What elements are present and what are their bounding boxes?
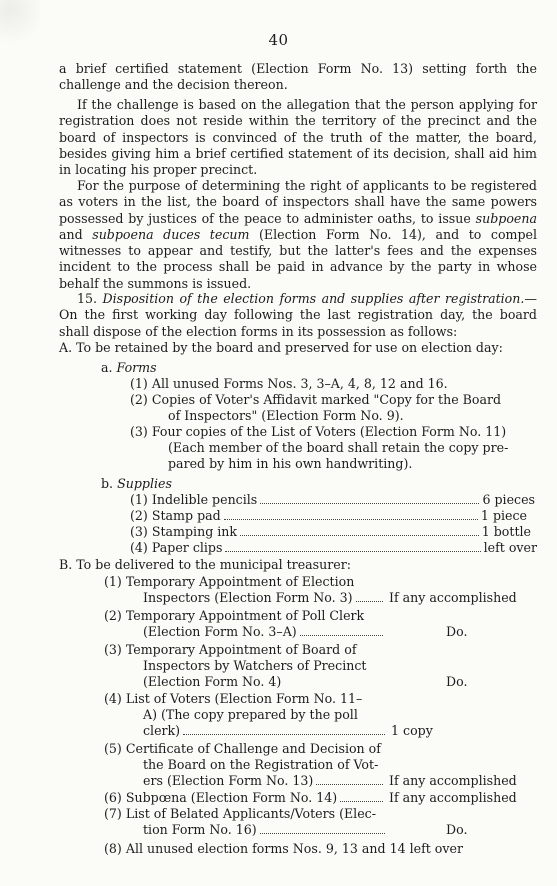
subpoena-duces-tecum-term: subpoena duces tecum [92,226,250,242]
supply-item-1: (1) Indelible pencils 6 pieces [130,492,535,507]
section-15-title: Disposition of the election forms and supplies after registration. [102,291,525,306]
paragraph-board-powers: For the purpose of determining the right of applicants to be registered as voters in the list, the board of inspectors shall have the same powers possessed by justices of the peace to administer oaths, to issue subpoena and subpoena duces tecum (Election Form No. 14), and to compel witnesses to appear and testify, but the latter's fees and the expenses incident to the process shall be paid in advance by the party in whose behalf the summons is issued. [59,178,538,291]
b-item-1-cont: Inspectors (Election Form No. 3) [143,590,386,606]
paragraph-residence-challenge: If the challenge is based on the allegation that the person applying for registration does not reside within the territory of the precinct and the board of inspectors is convinced of the truth of the matter, the board, besides giving him a brief certified statement of its decision, shall aid him in locating his proper precinct. [59,97,537,178]
form-item-2: (2) Copies of Voter's Affidavit marked "Copy for the Board [130,392,502,407]
subpoena-term: subpoena [475,210,537,226]
supply-item-3: (3) Stamping ink 1 bottle [130,524,531,539]
form-item-1: (1) All unused Forms Nos. 3, 3–A, 4, 8, 12 and 16. [130,376,448,391]
b-item-1: (1) Temporary Appointment of Election [104,574,355,589]
supply-item-4: (4) Paper clips left over [130,540,537,555]
form-item-2-cont: of Inspectors" (Election Form No. 9). [168,408,404,423]
b-item-5: (5) Certificate of Challenge and Decision of [104,741,381,756]
form-item-3-cont-2: pared by him in his own handwriting). [168,456,413,471]
b-item-5-status: If any accomplished [389,773,517,788]
b-item-8: (8) All unused election forms Nos. 9, 13 and 14 left over [104,841,463,856]
b-item-2: (2) Temporary Appointment of Poll Clerk [104,608,365,623]
b-item-4-cont-1: A) (The copy prepared by the poll [143,707,358,722]
form-item-3-cont-1: (Each member of the board shall retain the copy pre- [168,440,509,455]
b-item-2-cont: (Election Form No. 3–A) [143,624,386,640]
b-item-6: (6) Subpœna (Election Form No. 14) [104,790,386,806]
b-item-1-status: If any accomplished [389,590,517,605]
paper-stain [0,0,40,60]
b-item-5-cont-2: ers (Election Form No. 13) [143,773,386,789]
page-number: 40 [268,31,289,49]
b-item-3-status: Do. [446,674,468,689]
b-item-3: (3) Temporary Appointment of Board of [104,642,357,657]
section-15: 15. Disposition of the election forms and supplies after registration.—On the first working day following the last registration day, the board shall dispose of the election forms in its possession as follows: [59,291,537,339]
b-item-3-cont-2: (Election Form No. 4) [143,674,282,689]
b-item-7: (7) List of Belated Applicants/Voters (Elec- [104,806,376,821]
b-item-5-cont-1: the Board on the Registration of Vot- [143,757,379,772]
heading-a-retained: A. To be retained by the board and preserved for use on election day: [59,340,503,355]
b-item-4: (4) List of Voters (Election Form No. 11– [104,691,363,706]
b-item-4-status: 1 copy [391,723,433,738]
b-item-3-cont-1: Inspectors by Watchers of Precinct [143,658,367,673]
b-item-2-status: Do. [446,624,468,639]
form-item-3: (3) Four copies of the List of Voters (Election Form No. 11) [130,424,507,439]
b-item-6-status: If any accomplished [389,790,517,805]
b-item-7-status: Do. [446,822,468,837]
b-item-7-cont: tion Form No. 16) [143,822,388,838]
paragraph-challenge-statement: a brief certified statement (Election Form No. 13) setting forth the challenge and the decision thereon. [59,61,537,93]
heading-b-delivered: B. To be delivered to the municipal treasurer: [59,557,351,572]
b-item-4-cont-2: clerk) [143,723,388,739]
subheading-supplies: b. Supplies [101,476,172,491]
subheading-forms: a. Forms [101,360,157,375]
supply-item-2: (2) Stamp pad 1 piece [130,508,527,523]
